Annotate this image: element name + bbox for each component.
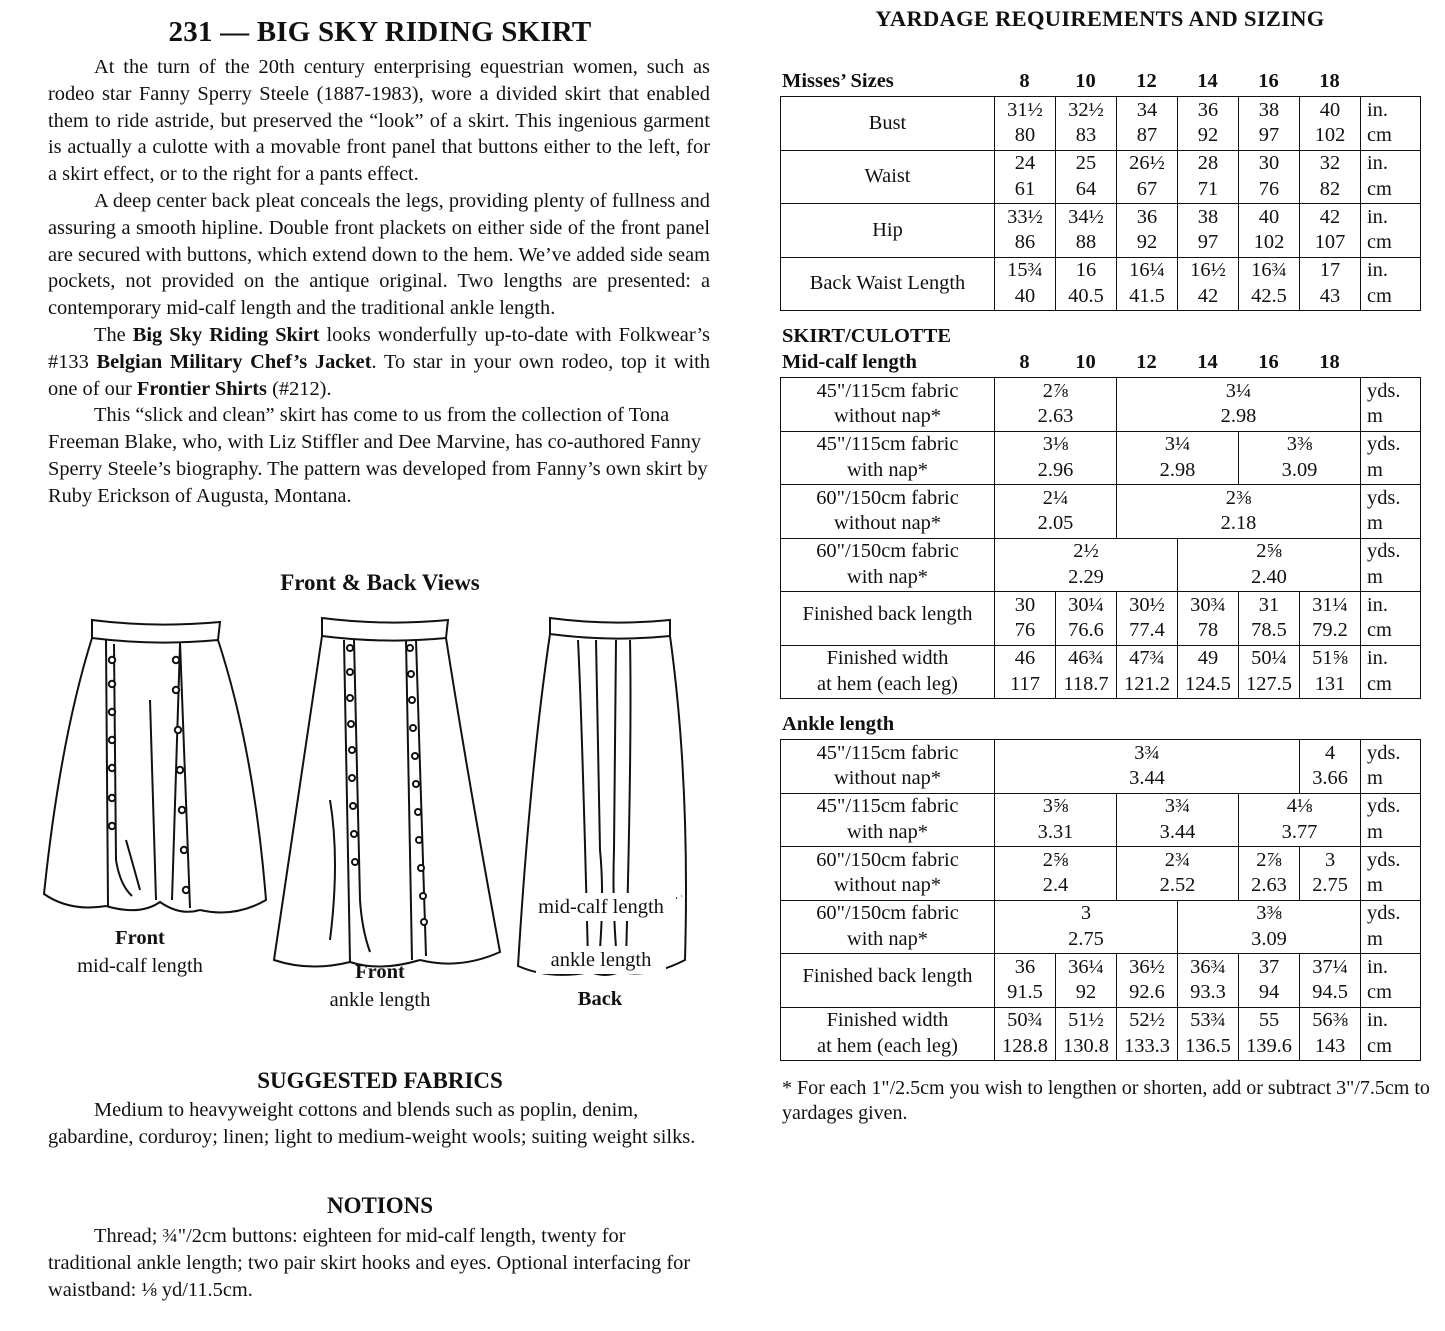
table-row	[781, 538, 1421, 592]
table-row	[781, 378, 1421, 432]
notions-title: NOTIONS	[326, 1193, 434, 1218]
table-cell: 3⅜ 3.09	[1239, 431, 1361, 485]
table-cell: 31¼ 79.2	[1300, 592, 1361, 646]
unit-cell: yds. m	[1361, 431, 1421, 485]
table-cell: 37¼ 94.5	[1300, 954, 1361, 1008]
table-cell: 51⅝ 131	[1300, 645, 1361, 699]
row-label: Finished width at hem (each leg)	[781, 645, 995, 699]
table-cell: 3¼ 2.98	[1117, 431, 1239, 485]
table-cell: 51½ 130.8	[1056, 1007, 1117, 1061]
table-cell: 16¼ 41.5	[1117, 257, 1178, 311]
table-row	[781, 1007, 1421, 1061]
misses-sizes-label: Misses’ Sizes	[782, 70, 894, 92]
table-cell: 30¾ 78	[1178, 592, 1239, 646]
row-label: 60"/150cm fabric without nap*	[781, 485, 995, 539]
front-midcalf-drawing	[44, 620, 266, 912]
table-cell: 36½ 92.6	[1117, 954, 1178, 1008]
row-label: Back Waist Length	[781, 257, 995, 311]
notions-text	[48, 1223, 710, 1303]
table-cell: 4⅛ 3.77	[1239, 793, 1361, 847]
table-cell: 2⅞ 2.63	[995, 378, 1117, 432]
midcalf-label: Mid-calf length	[782, 351, 917, 373]
row-label: 45"/115cm fabric with nap*	[781, 793, 995, 847]
table-row	[781, 847, 1421, 901]
row-label: Hip	[781, 204, 995, 258]
table-cell: 40 102	[1300, 97, 1361, 151]
table-cell: 2⅞ 2.63	[1239, 847, 1300, 901]
table-cell: 38 97	[1239, 97, 1300, 151]
caption-bold: Front	[115, 927, 165, 949]
unit-cell: in. cm	[1361, 645, 1421, 699]
product-name-jacket: Belgian Military Chef’s Jacket	[96, 350, 372, 373]
table-cell: 2⅝ 2.40	[1178, 538, 1361, 592]
size-18: 18	[1319, 351, 1340, 373]
yardage-footnote: * For each 1"/2.5cm you wish to lengthen or shorten, add or subtract 3"/7.5cm to yardages given.	[782, 1077, 1430, 1124]
measurements-table	[780, 96, 1421, 311]
table-cell: 50¾ 128.8	[995, 1007, 1056, 1061]
table-cell: 40 102	[1239, 204, 1300, 258]
unit-cell: yds. m	[1361, 378, 1421, 432]
text-run: . To star in your own rodeo, top it with one of our	[48, 350, 710, 400]
table-row	[781, 954, 1421, 1008]
table-cell: 46¾ 118.7	[1056, 645, 1117, 699]
table-cell: 2⅜ 2.18	[1117, 485, 1361, 539]
table-row	[781, 485, 1421, 539]
table-row	[781, 592, 1421, 646]
table-cell: 49 124.5	[1178, 645, 1239, 699]
caption-sub: ankle length	[329, 989, 431, 1011]
table-cell: 36 92	[1117, 204, 1178, 258]
table-cell: 47¾ 121.2	[1117, 645, 1178, 699]
row-label: 60"/150cm fabric without nap*	[781, 847, 995, 901]
unit-cell: yds. m	[1361, 900, 1421, 954]
table-cell: 30½ 77.4	[1117, 592, 1178, 646]
table-cell: 53¾ 136.5	[1178, 1007, 1239, 1061]
table-cell: 36¼ 92	[1056, 954, 1117, 1008]
row-label: 60"/150cm fabric with nap*	[781, 538, 995, 592]
table-cell: 2¼ 2.05	[995, 485, 1117, 539]
table-cell: 30¼ 76.6	[1056, 592, 1117, 646]
table-cell: 33½ 86	[995, 204, 1056, 258]
size-10: 10	[1075, 70, 1096, 92]
table-cell: 32 82	[1300, 150, 1361, 204]
back-drawing	[518, 618, 686, 975]
table-row	[781, 740, 1421, 794]
paragraph-pairing	[48, 322, 710, 402]
size-14: 14	[1197, 70, 1218, 92]
table-row	[781, 150, 1421, 204]
table-cell: 31 78.5	[1239, 592, 1300, 646]
unit-cell: yds. m	[1361, 740, 1421, 794]
unit-cell: yds. m	[1361, 793, 1421, 847]
size-16: 16	[1258, 351, 1279, 373]
caption-front-ankle	[300, 958, 460, 1014]
table-cell: 16¾ 42.5	[1239, 257, 1300, 311]
front-ankle-drawing	[274, 618, 500, 967]
pattern-title: 231 — BIG SKY RIDING SKIRT	[168, 16, 592, 48]
table-cell: 2¾ 2.52	[1117, 847, 1239, 901]
fabrics-paragraph: Medium to heavyweight cottons and blends such as poplin, denim, gabardine, corduroy; linen; light to medium-weight wools; suiting weight silks.	[48, 1099, 696, 1148]
midcalf-yardage-table	[780, 377, 1421, 699]
size-14: 14	[1197, 351, 1218, 373]
paragraph-provenance: This “slick and clean” skirt has come to us from the collection of Tona Freeman Blake, who, with Liz Stiffler and Dee Marvine, has co-authored Fanny Sperry Steele’s biography. The pattern was developed from Fanny’s own skirt by Ruby Erickson of Augusta, Montana.	[48, 404, 708, 507]
table-cell: 32½ 83	[1056, 97, 1117, 151]
paragraph-intro: At the turn of the 20th century enterprising equestrian women, such as rodeo star Fanny Sperry Steele (1887-1983), wore a divided skirt that enabled them to ride astride, but preserved the “look” of a skirt. This ingenious garment is actually a culotte with a movable front panel that buttons either to the left, for a skirt effect, or to the right for a pants effect.	[48, 56, 710, 186]
table-row	[781, 204, 1421, 258]
table-cell: 36 92	[1178, 97, 1239, 151]
row-label: 45"/115cm fabric without nap*	[781, 740, 995, 794]
product-name-shirts: Frontier Shirts	[136, 377, 267, 400]
text-run: The	[94, 323, 133, 346]
table-cell: 52½ 133.3	[1117, 1007, 1178, 1061]
unit-cell: in. cm	[1361, 97, 1421, 151]
unit-cell: in. cm	[1361, 204, 1421, 258]
unit-cell: in. cm	[1361, 1007, 1421, 1061]
row-label: 60"/150cm fabric with nap*	[781, 900, 995, 954]
size-18: 18	[1319, 70, 1340, 92]
notions-paragraph: Thread; ¾"/2cm buttons: eighteen for mid-calf length, twenty for traditional ankle length; two pair skirt hooks and eyes. Optional interfacing for waistband: ⅛ yd/11.5cm.	[48, 1225, 691, 1301]
description	[48, 54, 710, 510]
table-cell: 42 107	[1300, 204, 1361, 258]
unit-cell: yds. m	[1361, 485, 1421, 539]
unit-cell: in. cm	[1361, 150, 1421, 204]
table-cell: 3⅝ 3.31	[995, 793, 1117, 847]
table-row	[781, 431, 1421, 485]
table-cell: 38 97	[1178, 204, 1239, 258]
size-16: 16	[1258, 70, 1279, 92]
table-cell: 56⅜ 143	[1300, 1007, 1361, 1061]
skirt-title: SKIRT/CULOTTE	[782, 325, 952, 347]
unit-cell: yds. m	[1361, 847, 1421, 901]
table-row	[781, 900, 1421, 954]
table-row	[781, 645, 1421, 699]
ankle-label: Ankle length	[782, 713, 895, 735]
table-cell: 55 139.6	[1239, 1007, 1300, 1061]
table-cell: 3⅜ 3.09	[1178, 900, 1361, 954]
paragraph-pleat: A deep center back pleat conceals the legs, providing plenty of fullness and assuring a smooth hipline. Double front plackets on either side of the front panel are secured with buttons, which extend down to the hem. We’ve added side seam pockets, not provided on the antique original. Two lengths are presented: a contemporary mid-calf length and the traditional ankle length.	[48, 189, 710, 320]
table-cell: 16½ 42	[1178, 257, 1239, 311]
table-cell: 30 76	[1239, 150, 1300, 204]
size-12: 12	[1136, 70, 1157, 92]
caption-bold: Back	[577, 988, 623, 1010]
table-cell: 25 64	[1056, 150, 1117, 204]
table-cell: 15¾ 40	[995, 257, 1056, 311]
table-cell: 50¼ 127.5	[1239, 645, 1300, 699]
table-row	[781, 257, 1421, 311]
unit-cell: yds. m	[1361, 538, 1421, 592]
product-name-skirt: Big Sky Riding Skirt	[132, 323, 320, 346]
label-ankle: ankle length	[536, 946, 666, 974]
row-label: 45"/115cm fabric without nap*	[781, 378, 995, 432]
table-row	[781, 97, 1421, 151]
table-cell: 34 87	[1117, 97, 1178, 151]
table-cell: 2⅝ 2.4	[995, 847, 1117, 901]
table-cell: 28 71	[1178, 150, 1239, 204]
row-label: Waist	[781, 150, 995, 204]
caption-front-midcalf	[60, 924, 220, 980]
ankle-yardage-table	[780, 739, 1421, 1061]
row-label: 45"/115cm fabric with nap*	[781, 431, 995, 485]
table-cell: 37 94	[1239, 954, 1300, 1008]
row-label: Finished width at hem (each leg)	[781, 1007, 995, 1061]
table-cell: 3¾ 3.44	[995, 740, 1300, 794]
size-8: 8	[1019, 70, 1030, 92]
table-cell: 3¾ 3.44	[1117, 793, 1239, 847]
views-title: Front & Back Views	[280, 570, 480, 595]
caption-back	[550, 985, 650, 1013]
table-cell: 3⅛ 2.96	[995, 431, 1117, 485]
yardage-title: YARDAGE REQUIREMENTS AND SIZING	[875, 6, 1325, 31]
table-cell: 46 117	[995, 645, 1056, 699]
unit-cell: in. cm	[1361, 954, 1421, 1008]
table-cell: 3 2.75	[995, 900, 1178, 954]
table-row	[781, 793, 1421, 847]
table-cell: 16 40.5	[1056, 257, 1117, 311]
fabrics-text	[48, 1097, 710, 1151]
table-cell: 31½ 80	[995, 97, 1056, 151]
fabrics-title: SUGGESTED FABRICS	[257, 1068, 503, 1093]
size-12: 12	[1136, 351, 1157, 373]
table-cell: 36¾ 93.3	[1178, 954, 1239, 1008]
unit-cell: in. cm	[1361, 257, 1421, 311]
table-cell: 30 76	[995, 592, 1056, 646]
label-midcalf: mid-calf length	[526, 893, 676, 921]
caption-sub: mid-calf length	[77, 955, 203, 977]
table-cell: 3 2.75	[1300, 847, 1361, 901]
table-cell: 3¼ 2.98	[1117, 378, 1361, 432]
size-10: 10	[1075, 351, 1096, 373]
caption-bold: Front	[355, 961, 405, 983]
table-cell: 2½ 2.29	[995, 538, 1178, 592]
table-cell: 24 61	[995, 150, 1056, 204]
table-cell: 17 43	[1300, 257, 1361, 311]
row-label: Bust	[781, 97, 995, 151]
size-8: 8	[1019, 351, 1030, 373]
row-label: Finished back length	[781, 954, 995, 1008]
unit-cell: in. cm	[1361, 592, 1421, 646]
row-label: Finished back length	[781, 592, 995, 646]
table-cell: 34½ 88	[1056, 204, 1117, 258]
text-run: (#212).	[267, 377, 332, 400]
text-run: looks wonderfully up-to-date with Folkwear’s #133	[48, 323, 710, 373]
table-cell: 26½ 67	[1117, 150, 1178, 204]
table-cell: 4 3.66	[1300, 740, 1361, 794]
table-cell: 36 91.5	[995, 954, 1056, 1008]
